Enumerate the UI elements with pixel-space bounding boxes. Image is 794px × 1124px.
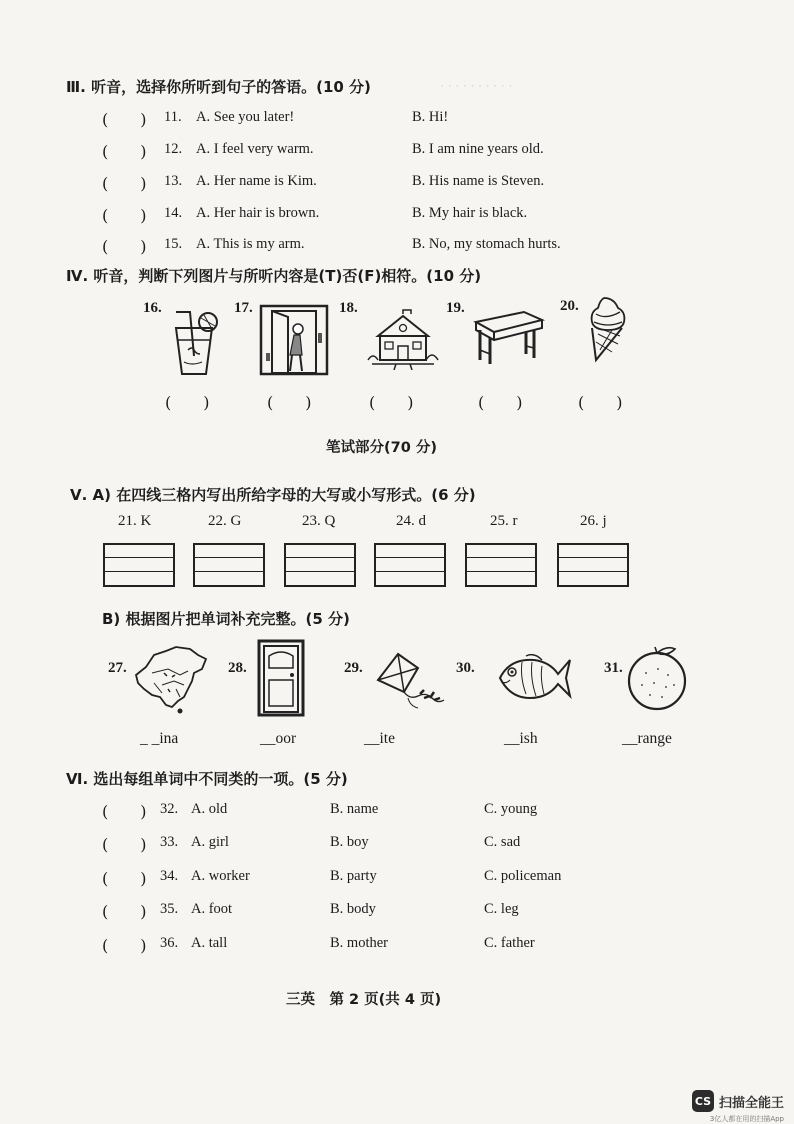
question-number: 35. xyxy=(160,901,179,917)
word-blank[interactable]: __range xyxy=(622,730,672,747)
answer-paren[interactable]: ( ) xyxy=(102,206,147,225)
item-number: 28. xyxy=(228,660,247,676)
scanner-logo xyxy=(692,1090,784,1123)
option-a: A. See you later! xyxy=(196,109,295,125)
section4-title: Ⅳ. 听音，判断下列图片与所听内容是(T)否(F)相符。(10 分) xyxy=(66,267,482,285)
letter-prompt: 26. j xyxy=(580,513,607,529)
four-line-grid[interactable] xyxy=(374,543,446,587)
word-blank[interactable]: __ite xyxy=(364,730,395,747)
question-number: 36. xyxy=(160,935,179,951)
option-c: C. young xyxy=(484,801,538,817)
fish-icon xyxy=(496,652,572,702)
item-number: 31. xyxy=(604,660,623,676)
option-a: A. I feel very warm. xyxy=(196,141,314,157)
section3-title: Ⅲ. 听音，选择你所听到句子的答语。(10 分) xyxy=(66,78,371,96)
option-c: C. father xyxy=(484,935,535,951)
tf-paren[interactable]: ( ) xyxy=(478,393,523,412)
option-a: A. old xyxy=(191,801,228,817)
letter-prompt: 24. d xyxy=(396,513,426,529)
option-a: A. worker xyxy=(191,868,250,884)
tf-paren[interactable]: ( ) xyxy=(369,393,414,412)
option-b: B. His name is Steven. xyxy=(412,173,545,189)
option-b: B. boy xyxy=(330,834,369,850)
option-a: A. Her hair is brown. xyxy=(196,205,320,221)
ice-cream-icon xyxy=(586,294,630,364)
answer-paren[interactable]: ( ) xyxy=(102,936,147,955)
option-b: B. No, my stomach hurts. xyxy=(412,236,561,252)
answer-paren[interactable]: ( ) xyxy=(102,802,147,821)
option-c: C. sad xyxy=(484,834,521,850)
option-b: B. Hi! xyxy=(412,109,449,125)
four-line-grid[interactable] xyxy=(193,543,265,587)
question-number: 32. xyxy=(160,801,179,817)
word-blank[interactable]: __ish xyxy=(504,730,538,747)
question-number: 33. xyxy=(160,834,179,850)
answer-paren[interactable]: ( ) xyxy=(102,902,147,921)
section6-title: Ⅵ. 选出每组单词中不同类的一项。(5 分) xyxy=(66,770,348,788)
question-number: 34. xyxy=(160,868,179,884)
four-line-grid[interactable] xyxy=(465,543,537,587)
tf-paren[interactable]: ( ) xyxy=(578,393,623,412)
page-footer: 三英 第 2 页(共 4 页) xyxy=(286,992,442,1008)
picture-number: 17. xyxy=(234,300,253,316)
option-a: A. This is my arm. xyxy=(196,236,305,252)
letter-prompt: 21. K xyxy=(118,513,152,529)
door-icon xyxy=(256,638,306,718)
four-line-grid[interactable] xyxy=(284,543,356,587)
option-b: B. I am nine years old. xyxy=(412,141,544,157)
letter-prompt: 25. r xyxy=(490,513,518,529)
kite-icon xyxy=(372,650,448,712)
option-b: B. mother xyxy=(330,935,388,951)
option-b: B. party xyxy=(330,868,377,884)
answer-paren[interactable]: ( ) xyxy=(102,835,147,854)
school-building-icon xyxy=(366,308,440,370)
word-blank[interactable]: _ _ina xyxy=(140,730,179,747)
cs-badge-icon: CS xyxy=(692,1090,714,1112)
question-number: 11. xyxy=(164,109,182,125)
option-a: A. foot xyxy=(191,901,233,917)
letter-prompt: 23. Q xyxy=(302,513,336,529)
item-number: 29. xyxy=(344,660,363,676)
desk-icon xyxy=(468,308,546,366)
picture-number: 18. xyxy=(339,300,358,316)
question-number: 13. xyxy=(164,173,183,189)
answer-paren[interactable]: ( ) xyxy=(102,142,147,161)
tf-paren[interactable]: ( ) xyxy=(165,393,210,412)
picture-number: 19. xyxy=(446,300,465,316)
scanner-tagline: 3亿人都在用的扫描App xyxy=(709,1115,784,1123)
item-number: 27. xyxy=(108,660,127,676)
orange-icon xyxy=(624,645,690,711)
door-person-icon xyxy=(258,303,330,377)
section5a-title: Ⅴ. A) 在四线三格内写出所给字母的大写或小写形式。(6 分) xyxy=(70,486,476,504)
section5b-title: B) 根据图片把单词补充完整。(5 分) xyxy=(102,610,350,628)
bleed-text: · · · · · · · · · · xyxy=(440,78,513,93)
option-a: A. Her name is Kim. xyxy=(196,173,317,189)
four-line-grid[interactable] xyxy=(557,543,629,587)
option-b: B. name xyxy=(330,801,379,817)
option-a: A. girl xyxy=(191,834,229,850)
word-blank[interactable]: __oor xyxy=(260,730,297,747)
option-a: A. tall xyxy=(191,935,228,951)
written-section-header: 笔试部分(70 分) xyxy=(326,440,437,456)
question-number: 14. xyxy=(164,205,183,221)
option-c: C. policeman xyxy=(484,868,562,884)
picture-number: 20. xyxy=(560,298,579,314)
letter-prompt: 22. G xyxy=(208,513,242,529)
china-map-icon xyxy=(132,645,210,715)
item-number: 30. xyxy=(456,660,475,676)
answer-paren[interactable]: ( ) xyxy=(102,174,147,193)
question-number: 12. xyxy=(164,141,183,157)
scanner-app-name: 扫描全能王 xyxy=(718,1095,784,1111)
question-number: 15. xyxy=(164,236,183,252)
option-b: B. body xyxy=(330,901,376,917)
tf-paren[interactable]: ( ) xyxy=(267,393,312,412)
answer-paren[interactable]: ( ) xyxy=(102,869,147,888)
option-b: B. My hair is black. xyxy=(412,205,528,221)
answer-paren[interactable]: ( ) xyxy=(102,110,147,129)
picture-number: 16. xyxy=(143,300,162,316)
option-c: C. leg xyxy=(484,901,519,917)
juice-glass-icon xyxy=(168,308,222,380)
four-line-grid[interactable] xyxy=(103,543,175,587)
answer-paren[interactable]: ( ) xyxy=(102,237,147,256)
